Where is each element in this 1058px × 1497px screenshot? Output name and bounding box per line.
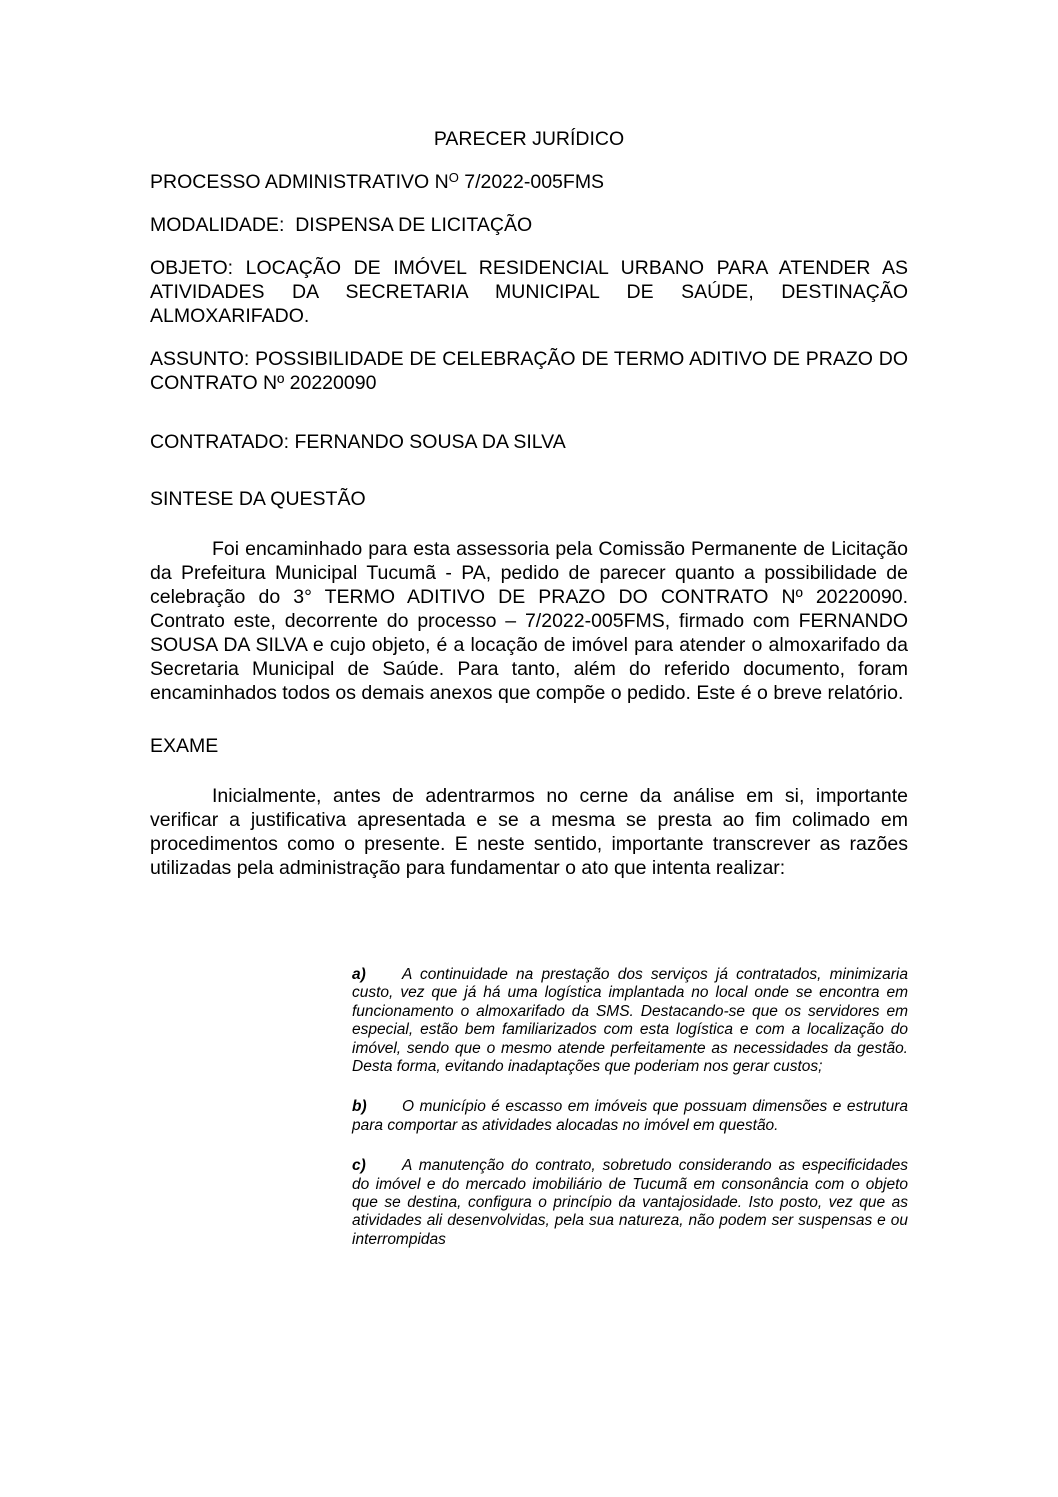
quote-item-b (352, 1098, 908, 1135)
quoted-justification (352, 966, 908, 1271)
processo-number: 7/2022-005FMS (458, 171, 605, 193)
objeto-line: OBJETO: LOCAÇÃO DE IMÓVEL RESIDENCIAL URBANO PARA ATENDER AS ATIVIDADES DA SECRETARIA MUNICIPAL DE SAÚDE, DESTINAÇÃO ALMOXARIFADO. (150, 257, 908, 327)
assunto-line: ASSUNTO: POSSIBILIDADE DE CELEBRAÇÃO DE TERMO ADITIVO DE PRAZO DO CONTRATO Nº 20220090 (150, 348, 908, 394)
quote-text: O município é escasso em imóveis que possuam dimensões e estrutura para comportar as atividades alocadas no imóvel em questão. (352, 1098, 908, 1134)
document-page (150, 127, 908, 906)
quote-item-a (352, 966, 908, 1076)
exame-paragraph: Inicialmente, antes de adentrarmos no cerne da análise em si, importante verificar a justificativa apresentada e se a mesma se presta ao fim colimado em procedimentos como o presente. E neste sentido, importante transcrever as razões utilizadas pela administração para fundamentar o ato que intenta realizar: (150, 785, 908, 879)
processo-line (150, 170, 908, 194)
sintese-heading: SINTESE DA QUESTÃO (150, 488, 366, 510)
modalidade-line: MODALIDADE: DISPENSA DE LICITAÇÃO (150, 214, 533, 236)
processo-ordinal: O (448, 170, 459, 185)
processo-label: PROCESSO ADMINISTRATIVO N (150, 171, 449, 193)
document-title: PARECER JURÍDICO (433, 128, 625, 150)
quote-label: b) (352, 1098, 367, 1116)
sintese-paragraph: Foi encaminhado para esta assessoria pela Comissão Permanente de Licitação da Prefeitura Municipal Tucumã - PA, pedido de parecer quanto a possibilidade de celebração do 3° TERMO ADITIVO DE PRAZO DO CONTRATO Nº 20220090. Contrato este, decorrente do processo – 7/2022-005FMS, firmado com FERNANDO SOUSA DA SILVA e cujo objeto, é a locação de imóvel para atender o almoxarifado da Secretaria Municipal de Saúde. Para tanto, além do referido documento, foram encaminhados todos os demais anexos que compõe o pedido. Este é o breve relatório. (150, 538, 908, 704)
quote-text: A manutenção do contrato, sobretudo considerando as especificidades do imóvel e do mercado imobiliário de Tucumã em consonância com o objeto que se destina, configura o princípio da vantajosidade. Isto posto, vez que as atividades ali desenvolvidas, pela sua natureza, não podem ser suspensas e ou interrompidas (352, 1157, 908, 1248)
quote-item-c (352, 1157, 908, 1249)
contratado-line: CONTRATADO: FERNANDO SOUSA DA SILVA (150, 431, 566, 453)
quote-text: A continuidade na prestação dos serviços já contratados, minimizaria custo, vez que já há uma logística implantada no local onde se encontra em funcionamento o almoxarifado da SMS. Destacando-se que os servidores em especial, estão bem familiarizados com esta logística e com a localização do imóvel, sendo que o mesmo atende perfeitamente as necessidades da gestão. Desta forma, evitando inadaptações que poderiam nos gerar custos; (352, 966, 908, 1076)
quote-label: a) (352, 966, 366, 983)
quote-label: c) (352, 1157, 366, 1175)
exame-heading: EXAME (150, 735, 219, 757)
